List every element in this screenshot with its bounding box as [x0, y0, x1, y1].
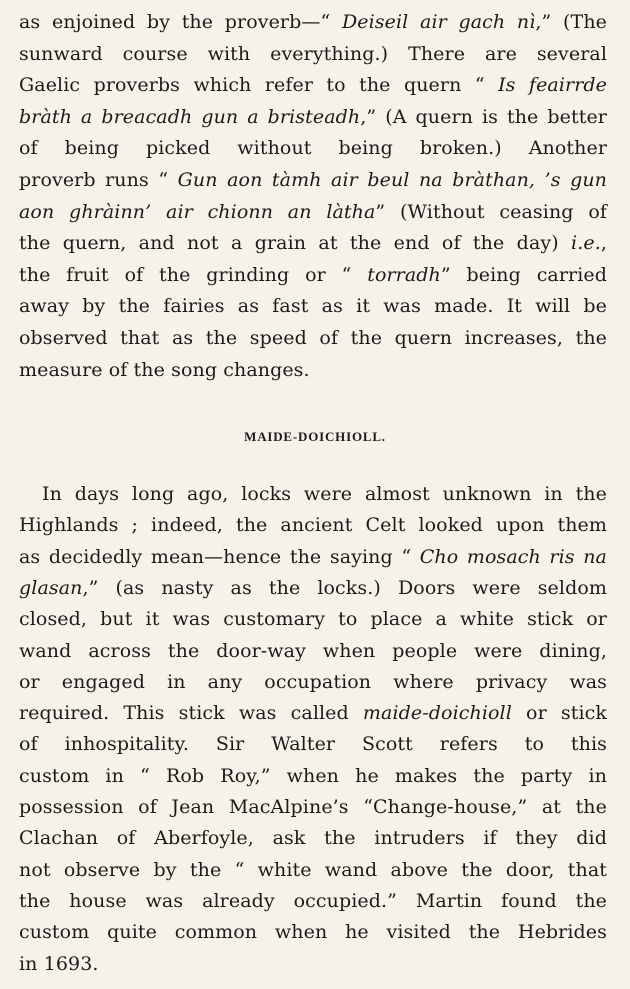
text-run: ” being carried — [440, 263, 608, 286]
text-run: , — [600, 232, 607, 255]
text-line — [19, 791, 607, 823]
text-run: as enjoined by the proverb—“ — [19, 11, 342, 33]
text-run: wand across the door-way when people were dining, — [19, 639, 607, 662]
text-run: Gaelic proverbs which refer to the quern “ — [19, 74, 499, 97]
text-run: Highlands ; indeed, the ancient Celt looked upon them — [19, 514, 607, 537]
text-line — [19, 259, 607, 291]
italic-text: maide-doichioll — [362, 702, 512, 725]
italic-text: torradh — [367, 263, 441, 286]
text-line — [19, 227, 607, 259]
text-run: custom in “ Rob Roy,” when he makes the party in — [19, 764, 607, 787]
text-run: measure of the song changes. — [19, 358, 310, 381]
text-line — [19, 541, 607, 573]
text-run: custom quite common when he visited the Hebrides — [19, 921, 607, 944]
italic-text: i.e. — [571, 232, 601, 255]
text-line — [42, 478, 607, 510]
text-run: of inhospitality. Sir Walter Scott refers to this — [19, 733, 607, 756]
text-run: not observe by the “ white wand above the door, that — [19, 858, 607, 881]
text-line — [19, 916, 607, 948]
text-line — [19, 101, 607, 133]
text-run: closed, but it was customary to place a white stick or — [19, 608, 607, 631]
text-line — [19, 603, 607, 635]
text-run: ,” (as nasty as the locks.) Doors were seldom — [82, 576, 607, 599]
text-line — [19, 885, 607, 917]
italic-text: bràth a breacadh gun a bristeadh — [19, 105, 361, 128]
text-line — [19, 697, 607, 729]
text-line — [19, 290, 607, 322]
text-line — [19, 666, 607, 698]
italic-text: Is feairrde — [498, 74, 607, 97]
text-run: proverb runs “ — [19, 169, 178, 191]
text-run: ,” (The — [535, 11, 608, 33]
text-run: In days long ago, locks were almost unknown in the — [42, 483, 607, 505]
text-line — [19, 572, 607, 604]
italic-text: Deiseil air gach nì — [341, 11, 536, 33]
text-run: of being picked without being broken.) Another — [19, 137, 607, 160]
text-line — [19, 322, 607, 354]
text-line — [19, 69, 607, 101]
text-line — [19, 822, 607, 854]
text-run: as decidedly mean—hence the saying “ — [19, 545, 420, 568]
text-run: sunward course with everything.) There are several — [19, 42, 607, 65]
text-line — [19, 164, 607, 196]
text-line — [19, 132, 607, 164]
text-run: possession of Jean MacAlpine’s “Change-house,” at the — [19, 796, 607, 818]
text-line — [19, 854, 607, 886]
text-run: or engaged in any occupation where privacy was — [19, 670, 607, 693]
text-line — [19, 354, 607, 386]
text-run: ” (Without ceasing of — [375, 200, 607, 223]
text-run: the house was already occupied.” Martin found the — [19, 889, 607, 912]
text-line — [19, 760, 607, 792]
italic-text: glasan — [19, 576, 83, 599]
text-line — [19, 635, 607, 667]
text-run: the quern, and not a grain at the end of the day) — [19, 232, 572, 255]
text-run: ,” (A quern is the better — [360, 105, 607, 128]
italic-text: Cho mosach ris na — [419, 545, 607, 568]
text-line — [19, 196, 607, 228]
text-line — [19, 728, 607, 760]
text-line — [19, 948, 607, 980]
text-run: or stick — [511, 702, 608, 725]
text-line — [19, 38, 607, 70]
text-run: the fruit of the grinding or “ — [19, 263, 368, 286]
text-run: away by the fairies as fast as it was made. It will be — [19, 295, 607, 318]
text-line — [19, 509, 607, 541]
italic-text: Gun aon tàmh air beul na bràthan, ’s gun — [177, 169, 608, 191]
text-run: required. This stick was called — [19, 702, 363, 725]
text-run: observed that as the speed of the quern increases, the — [19, 327, 607, 349]
text-run: in 1693. — [19, 952, 99, 975]
text-line — [19, 6, 607, 38]
section-heading: MAIDE-DOICHIOLL. — [244, 429, 386, 444]
italic-text: aon ghràinn’ air chionn an làtha — [19, 200, 376, 223]
text-run: Clachan of Aberfoyle, ask the intruders if they did — [19, 827, 607, 850]
